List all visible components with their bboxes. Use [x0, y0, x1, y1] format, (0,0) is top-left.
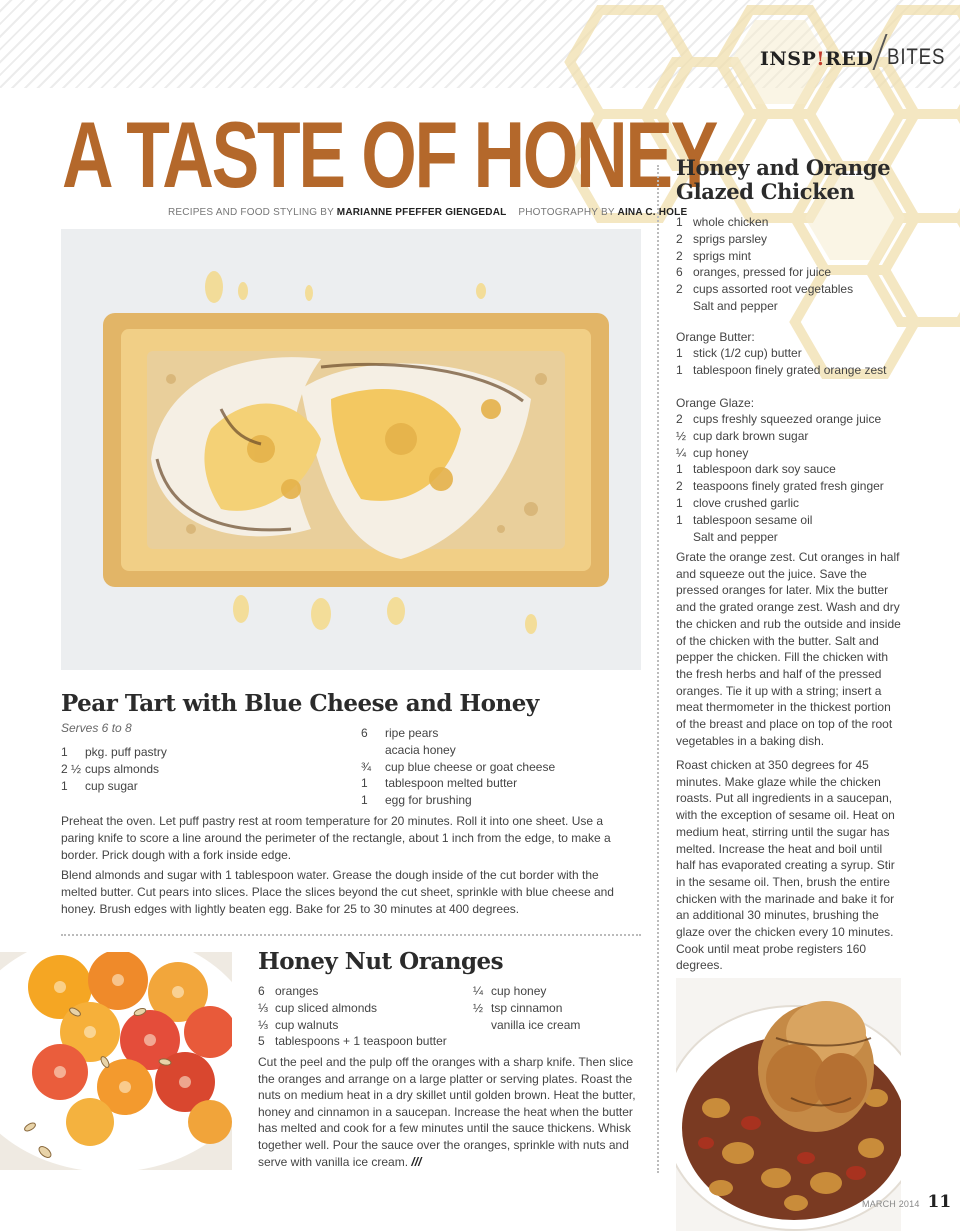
feature-credits: RECIPES AND FOOD STYLING BY MARIANNE PFEFFER GIENGEDAL PHOTOGRAPHY BY AINA C. HOLE	[168, 207, 688, 218]
ingredient-row: 1 stick (1/2 cup) butter	[676, 346, 802, 360]
ingredient-row: acacia honey	[385, 742, 456, 757]
honey-nut-oranges-ingredients-left	[258, 983, 447, 1050]
magazine-brand	[760, 34, 956, 70]
orange-butter-heading: Orange Butter:	[676, 330, 755, 344]
brand-inspired-logo: INSP!RED	[760, 48, 874, 70]
chicken-method-1: Grate the orange zest. Cut oranges in half and squeeze out the juice. Save the pressed oranges for later. Mix the butter and the grated orange zest. Wash and dry the chicken and rub the outside and inside of the chicken with the butter. Salt and pepper the chicken. Fill the chicken with the fresh herbs and half of the pressed oranges. Tie it up with a string; insert a meat thermometer in the thickest portion of the breast and place on top of the root vegetables in a baking dish.	[676, 550, 901, 748]
ingredient-row: ¼ cup honey	[676, 445, 749, 460]
ingredient-row: 1 egg for brushing	[361, 793, 472, 808]
ingredient-row: vanilla ice cream	[491, 1017, 581, 1032]
ingredient-row: 6 ripe pears	[361, 726, 439, 740]
ingredient-row: 2 sprigs mint	[676, 248, 752, 263]
ingredient-row: ½ cup dark brown sugar	[676, 428, 809, 443]
pear-tart-title: Pear Tart with Blue Cheese and Honey	[61, 690, 539, 717]
ingredient-row: ⅓ cup walnuts	[258, 1017, 339, 1032]
ingredient-row: 1 tablespoon dark soy sauce	[676, 462, 836, 477]
pear-tart-serves: Serves 6 to 8	[61, 721, 132, 735]
ingredient-row: ⅓ cup sliced almonds	[258, 1000, 378, 1015]
orange-glaze-heading: Orange Glaze:	[676, 396, 755, 410]
ingredient-row: 2 sprigs parsley	[676, 231, 768, 246]
chicken-ingredients-main	[676, 214, 853, 315]
section-divider	[61, 934, 641, 936]
ingredient-row: 1 whole chicken	[676, 215, 769, 229]
ingredient-row: ¾ cup blue cheese or goat cheese	[361, 759, 556, 774]
section-name: BITES	[887, 44, 946, 69]
page-number: 11	[927, 1192, 952, 1212]
ingredient-row: 2 cups assorted root vegetables	[676, 282, 854, 297]
article-end-mark: ///	[411, 1154, 422, 1169]
ingredient-row: 1 tablespoon sesame oil	[676, 512, 813, 527]
ingredient-row: Salt and pepper	[693, 298, 778, 313]
honey-nut-oranges-ingredients-right	[473, 983, 580, 1033]
issue-date: MARCH 2014	[862, 1199, 920, 1209]
honey-nut-oranges-method: Cut the peel and the pulp off the oranges with a sharp knife. Then slice the oranges and arrange on a large platter or serving plates. Roast the nuts on medium heat in a dry skillet until golden brown. Heat the butter, honey and cinnamon in a saucepan. Increase the heat when the butter has melted and cook for a few minutes until the sauce thickens. Whisk together well. Pour the sauce over the oranges, sprinkle with nuts and serve with vanilla ice cream. ///	[258, 1055, 636, 1169]
pear-tart-ingredients-left	[61, 744, 167, 794]
honey-oranges-photo-icon	[0, 952, 232, 1170]
ingredient-row: ½ tsp cinnamon	[473, 1000, 563, 1015]
column-divider	[657, 165, 659, 1173]
honey-nut-oranges-title: Honey Nut Oranges	[258, 948, 504, 975]
ingredient-row: 6 oranges	[258, 984, 319, 998]
ingredient-row: 6 oranges, pressed for juice	[676, 265, 832, 280]
ingredient-row: 1 clove crushed garlic	[676, 495, 800, 510]
ingredient-row: 1 pkg. puff pastry	[61, 745, 167, 759]
feature-title: A TASTE OF HONEY	[62, 102, 717, 207]
chicken-ingredients-glaze	[676, 411, 884, 545]
ingredient-row: 5 tablespoons + 1 teaspoon butter	[258, 1034, 447, 1049]
ingredient-row: 2 ½ cups almonds	[61, 761, 160, 776]
pear-tart-photo-icon	[61, 229, 641, 670]
pear-tart-method-1: Preheat the oven. Let puff pastry rest at room temperature for 20 minutes. Roll it into one sheet. Use a paring knife to score a line around the perimeter of the rectangle, about 1 inch from the edge, to make a border. Prick dough with a fork inside edge.	[61, 814, 611, 862]
chicken-title: Honey and Orange Glazed Chicken	[676, 155, 891, 204]
ingredient-row: ¼ cup honey	[473, 984, 547, 998]
ingredient-row: 2 teaspoons finely grated fresh ginger	[676, 479, 884, 494]
ingredient-row: 1 cup sugar	[61, 778, 138, 793]
pear-tart-ingredients-right	[361, 725, 555, 809]
ingredient-row: Salt and pepper	[693, 529, 778, 544]
ingredient-row: 1 tablespoon finely grated orange zest	[676, 362, 887, 377]
chicken-method-2: Roast chicken at 350 degrees for 45 minutes. Make glaze while the chicken roasts. Put all ingredients in a saucepan, with the exception of sesame oil. Heat on medium heat, stirring until the sugar has melted. Increase the heat and boil until half has evaporated creating a syrup. Stir in the sesame oil. Then, brush the entire chicken with the marinade and bake it for an additional 30 minutes, brushing the glaze over the chicken every 10 minutes. Cook until meat probe registers 160 degrees.	[676, 758, 895, 973]
page-folio	[862, 1192, 951, 1212]
brand-divider	[873, 34, 888, 70]
pear-tart-method-2: Blend almonds and sugar with 1 tablespoon water. Grease the dough inside of the cut border with the melted butter. Cut pears into slices. Place the slices beyond the cut sheet, sprinkle with blue cheese and honey. Brush edges with lightly beaten egg. Bake for 25 to 30 minutes at 400 degrees.	[61, 868, 614, 916]
chicken-ingredients-butter	[676, 345, 886, 379]
ingredient-row: 2 cups freshly squeezed orange juice	[676, 412, 882, 426]
ingredient-row: 1 tablespoon melted butter	[361, 776, 518, 791]
